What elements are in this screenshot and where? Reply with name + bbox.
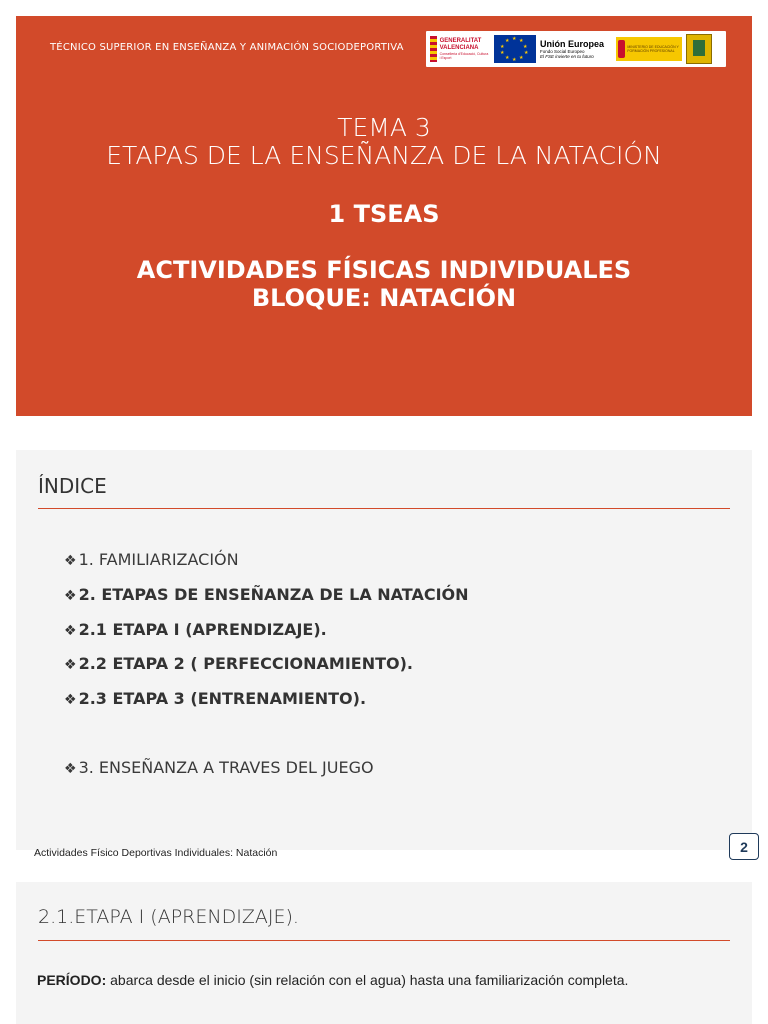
diamond-bullet-icon: ❖ bbox=[64, 657, 77, 673]
ministry-logo bbox=[616, 37, 682, 61]
subject-label: ACTIVIDADES FÍSICAS INDIVIDUALES bbox=[136, 256, 632, 284]
eu-sub-2: El FSE invierte en tu futuro bbox=[540, 54, 594, 59]
index-item-6: ❖ 3. ENSEÑANZA A TRAVES DEL JUEGO bbox=[64, 758, 374, 777]
eu-flag-icon: ★ ★ ★ ★ ★ ★ ★ ★ ★ ★ bbox=[494, 35, 536, 63]
index-item-1: ❖ 1. FAMILIARIZACIÓN bbox=[64, 550, 239, 569]
ministry-text: MINISTERIO DE EDUCACIÓN Y FORMACIÓN PROFESIONAL bbox=[627, 45, 679, 53]
block-label: BLOQUE: NATACIÓN bbox=[251, 284, 517, 312]
index-slide bbox=[16, 450, 752, 850]
periodo-text: abarca desde el inicio (sin relación con el agua) hasta una familiarización completa. bbox=[106, 972, 629, 988]
diamond-bullet-icon: ❖ bbox=[64, 588, 77, 604]
generalitat-logo bbox=[430, 36, 490, 62]
index-item-2: ❖ 2. ETAPAS DE ENSEÑANZA DE LA NATACIÓN bbox=[64, 585, 469, 604]
heading-divider bbox=[38, 508, 730, 509]
eu-text bbox=[540, 39, 612, 59]
periodo-paragraph bbox=[37, 972, 628, 988]
index-item-5: ❖ 2.3 ETAPA 3 (ENTRENAMIENTO). bbox=[64, 689, 367, 708]
diamond-bullet-icon: ❖ bbox=[64, 553, 77, 569]
program-header: TÉCNICO SUPERIOR EN ENSEÑANZA Y ANIMACIÓN SOCIODEPORTIVA bbox=[50, 42, 404, 53]
index-heading: ÍNDICE bbox=[38, 474, 107, 498]
section-divider bbox=[38, 940, 730, 941]
slide-title: ETAPAS DE LA ENSEÑANZA DE LA NATACIÓN bbox=[106, 141, 662, 170]
course-label: 1 TSEAS bbox=[328, 200, 440, 228]
tema-label: TEMA 3 bbox=[337, 113, 431, 142]
gv-name-2: VALENCIANA bbox=[439, 45, 479, 51]
title-slide bbox=[16, 16, 752, 416]
eu-title: Unión Europea bbox=[540, 39, 605, 49]
page-number: 2 bbox=[729, 833, 759, 860]
diamond-bullet-icon: ❖ bbox=[64, 761, 77, 777]
gv-name-1: GENERALITAT bbox=[439, 38, 482, 44]
spain-crest-icon bbox=[618, 40, 625, 58]
institution-logos bbox=[426, 31, 726, 67]
content-slide bbox=[16, 882, 752, 1024]
diamond-bullet-icon: ❖ bbox=[64, 692, 77, 708]
index-item-4: ❖ 2.2 ETAPA 2 ( PERFECCIONAMIENTO). bbox=[64, 654, 414, 673]
gv-sub: Conselleria d'Educació, Cultura i Esport bbox=[439, 52, 489, 60]
school-crest-icon bbox=[686, 34, 712, 64]
index-item-3: ❖ 2.1 ETAPA I (APRENDIZAJE). bbox=[64, 620, 327, 639]
diamond-bullet-icon: ❖ bbox=[64, 623, 77, 639]
eu-sub-1: Fondo Social Europeo bbox=[540, 49, 585, 54]
periodo-label: PERÍODO: bbox=[37, 972, 107, 988]
generalitat-emblem-icon bbox=[430, 36, 437, 62]
section-heading: 2.1.ETAPA I (APRENDIZAJE). bbox=[38, 906, 299, 928]
slide-footer: Actividades Físico Deportivas Individuales: Natación bbox=[34, 847, 278, 859]
